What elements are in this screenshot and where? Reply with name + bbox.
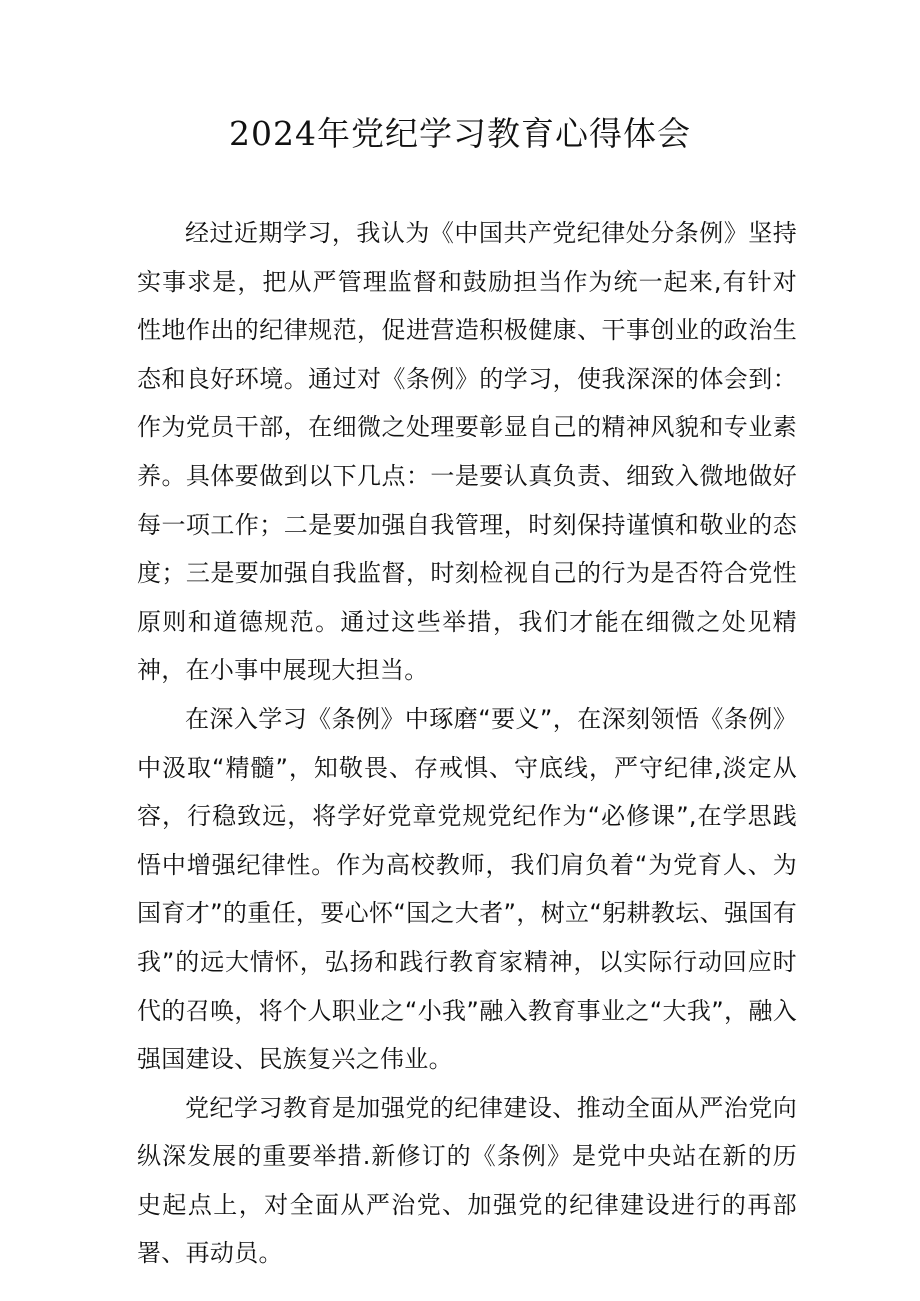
document-title: 2024年党纪学习教育心得体会 <box>229 114 691 153</box>
paragraph-1: 经过近期学习，我认为《中国共产党纪律处分条例》坚持实事求是，把从严管理监督和鼓励担当作为统一起来,有针对性地作出的纪律规范，促进营造积极健康、干事创业的政治生态和良好环境。通过对《条例》的学习，使我深深的体会到：作为党员干部，在细微之处理要彰显自己的精神风貌和专业素养。具体要做到以下几点：一是要认真负责、细致入微地做好每一项工作；二是要加强自我管理，时刻保持谨慎和敬业的态度；三是要加强自我监督，时刻检视自己的行为是否符合党性原则和道德规范。通过这些举措，我们才能在细微之处见精神，在小事中展现大担当。 <box>137 219 797 685</box>
paragraph-3: 党纪学习教育是加强党的纪律建设、推动全面从严治党向纵深发展的重要举措.新修订的《条例》是党中央站在新的历史起点上，对全面从严治党、加强党的纪律建设进行的再部署、再动员。 <box>137 1093 797 1268</box>
paragraph-2: 在深入学习《条例》中琢磨“要义”，在深刻领悟《条例》中汲取“精髓”，知敬畏、存戒惧、守底线，严守纪律,淡定从容，行稳致远，将学好党章党规党纪作为“必修课”,在学思践悟中增强纪律性。作为高校教师，我们肩负着“为党育人、为国育才”的重任，要心怀“国之大者”，树立“躬耕教坛、强国有我”的远大情怀，弘扬和践行教育家精神，以实际行动回应时代的召唤，将个人职业之“小我”融入教育事业之“大我”，融入强国建设、民族复兴之伟业。 <box>137 704 797 1074</box>
document-body <box>137 209 797 1278</box>
